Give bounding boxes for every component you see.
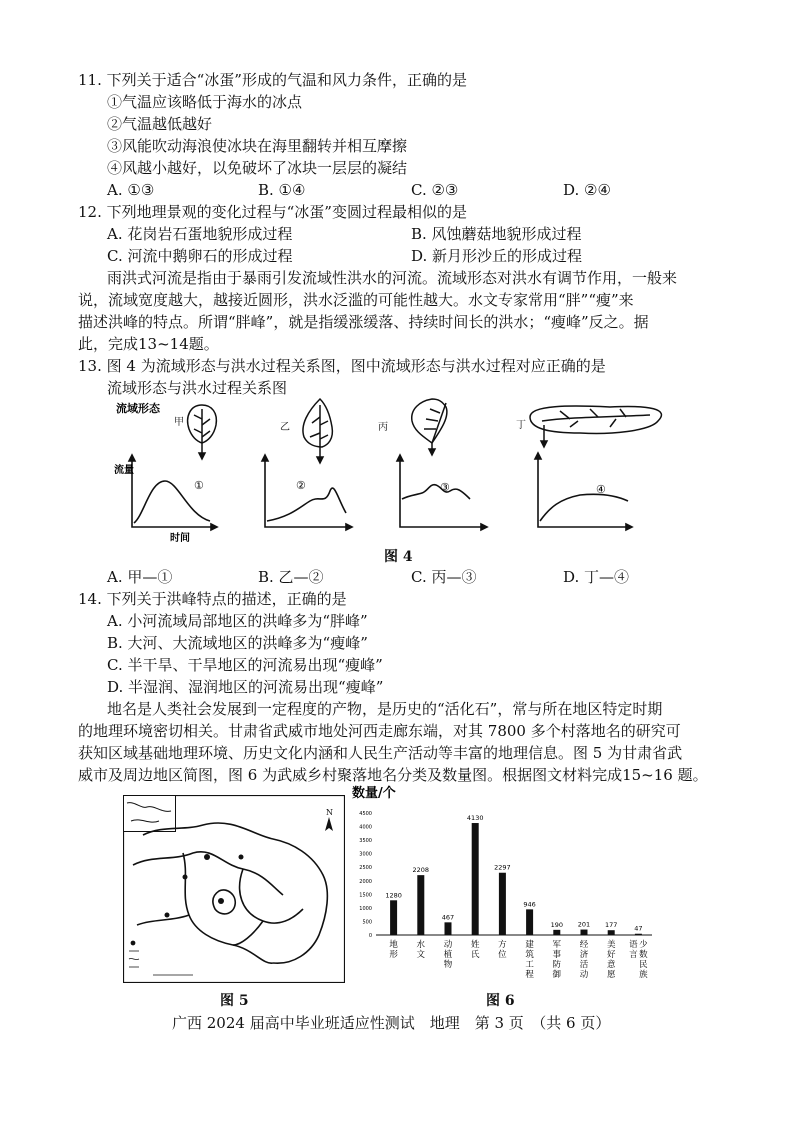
- passage2-line: 地名是人类社会发展到一定程度的产物，是历史的“活化石”，常与所在地区特定时期: [107, 700, 663, 718]
- label-yi: 乙: [280, 422, 290, 433]
- bar: [608, 930, 615, 935]
- label-ding: 丁: [516, 420, 526, 431]
- flow-label: 流量: [114, 465, 134, 476]
- bar: [553, 930, 560, 935]
- q11-option-b: B. ①④: [258, 181, 306, 199]
- q12-option-d: D. 新月形沙丘的形成过程: [411, 247, 583, 265]
- q11-option-d: D. ②④: [563, 181, 611, 199]
- q12-option-a: A. 花岗岩石蛋地貌形成过程: [107, 225, 293, 243]
- basin-ding: [516, 406, 661, 447]
- x-category-label: 姓氏: [470, 940, 480, 960]
- y-tick-label: 1000: [359, 905, 372, 912]
- bar: [417, 875, 424, 935]
- q14-option-c: C. 半干旱、干旱地区的河流易出现“瘦峰”: [107, 656, 383, 674]
- q13-option-d: D. 丁—④: [563, 568, 630, 586]
- bar-value-label: 2208: [412, 866, 430, 875]
- y-tick-label: 3000: [359, 851, 372, 858]
- y-tick-label: 4500: [359, 811, 372, 817]
- fig4-title: 流域形态与洪水过程关系图: [107, 379, 288, 397]
- x-category-label: 水文: [416, 940, 426, 960]
- q14-stem: 14. 下列关于洪峰特点的描述，正确的是: [78, 590, 347, 608]
- passage1-line: 雨洪式河流是指由于暴雨引发流域性洪水的河流。流域形态对洪水有调节作用，一般来: [107, 269, 678, 287]
- q13-stem: 13. 图 4 为流域形态与洪水过程关系图，图中流域形态与洪水过程对应正确的是: [78, 357, 606, 375]
- passage1-line: 描述洪峰的特点。所谓“胖峰”，就是指缓涨缓落、持续时间长的洪水；“瘦峰”反之。据: [78, 313, 649, 331]
- basin-jia: [174, 405, 216, 459]
- bar-value-label: 1280: [385, 891, 402, 900]
- x-category-label: 方位: [498, 940, 507, 960]
- fig6-chart: [352, 783, 672, 988]
- q13-option-b: B. 乙—②: [258, 568, 324, 586]
- x-category-label: 动植物: [443, 940, 453, 970]
- q11-statement-2: ②气温越低越好: [107, 115, 213, 133]
- curve-label-4: ④: [596, 483, 606, 496]
- fig6-caption: 图 6: [486, 993, 515, 1009]
- curve-label-2: ②: [296, 479, 306, 492]
- bar-value-label: 946: [523, 900, 536, 909]
- bar: [581, 930, 588, 935]
- bar-value-label: 201: [577, 920, 591, 929]
- q14-option-b: B. 大河、大流域地区的洪峰多为“瘦峰”: [107, 634, 368, 652]
- q14-option-d: D. 半湿润、湿润地区的河流易出现“瘦峰”: [107, 678, 384, 696]
- y-tick-label: 0: [368, 933, 372, 939]
- x-category-label: 建筑工程: [525, 940, 534, 980]
- bar-value-label: 4130: [466, 814, 484, 823]
- bar: [445, 922, 452, 935]
- q12-option-c: C. 河流中鹅卵石的形成过程: [107, 247, 293, 265]
- bar-value-label: 190: [550, 920, 564, 929]
- bar: [472, 823, 479, 935]
- y-tick-label: 1500: [359, 892, 372, 899]
- bar-value-label: 2297: [494, 863, 511, 872]
- label-jia: 甲: [174, 417, 184, 428]
- y-tick-label: 2000: [359, 878, 372, 885]
- shape-label: 流域形态: [116, 402, 160, 415]
- q11-statement-3: ③风能吹动海浪使冰块在海里翻转并相互摩擦: [107, 137, 408, 155]
- y-tick-label: 2500: [359, 865, 372, 872]
- bar: [526, 909, 533, 935]
- bar-value-label: 47: [634, 924, 643, 933]
- time-label: 时间: [170, 533, 190, 544]
- y-tick-label: 4000: [359, 824, 372, 831]
- chart-ylabel: 数量/个: [352, 786, 396, 801]
- q13-option-c: C. 丙—③: [411, 568, 477, 586]
- q11-stem: 11. 下列关于适合“冰蛋”形成的气温和风力条件，正确的是: [78, 71, 467, 89]
- bar-value-label: 467: [441, 913, 455, 922]
- basin-bing: [378, 399, 447, 455]
- q11-option-a: A. ①③: [107, 181, 155, 199]
- y-tick-label: 3500: [359, 838, 372, 845]
- fig4-diagram: [110, 395, 710, 555]
- fig5-caption: 图 5: [220, 993, 249, 1009]
- passage1-line: 说，流域宽度越大，越接近圆形，洪水泛滥的可能性越大。水文专家常用“胖”“瘦”来: [78, 291, 634, 309]
- bar: [499, 873, 506, 935]
- x-category-label: 美好意愿: [606, 940, 616, 980]
- passage2-line: 威市及周边地区简图，图 6 为武威乡村聚落地名分类及数量图。根据图文材料完成15~16 题。: [78, 766, 708, 784]
- x-category-label: 军事防御: [552, 940, 562, 980]
- bar: [390, 900, 397, 935]
- q14-option-a: A. 小河流域局部地区的洪峰多为“胖峰”: [107, 612, 368, 630]
- q13-option-a: A. 甲—①: [107, 568, 173, 586]
- x-category-label: 经济活动: [579, 940, 589, 980]
- curve-label-1: ①: [194, 479, 204, 492]
- page-footer: 广西 2024 届高中毕业班适应性测试 地理 第 3 页 （共 6 页）: [172, 1014, 611, 1032]
- fig5-map: [123, 795, 345, 983]
- curve-label-3: ③: [440, 481, 450, 494]
- q12-stem: 12. 下列地理景观的变化过程与“冰蛋”变圆过程最相似的是: [78, 203, 467, 221]
- passage2-line: 的地理环境密切相关。甘肃省武威市地处河西走廊东端，对其 7800 多个村落地名的研究可: [78, 722, 681, 740]
- passage2-line: 获知区域基础地理环境、历史文化内涵和人民生产活动等丰富的地理信息。图 5 为甘肃省武: [78, 744, 683, 762]
- bar-value-label: 177: [604, 921, 618, 930]
- x-category-label: 地形: [389, 940, 398, 960]
- bar: [635, 934, 642, 935]
- q11-option-c: C. ②③: [411, 181, 459, 199]
- passage1-line: 此，完成13~14题。: [78, 335, 219, 353]
- q11-statement-1: ①气温应该略低于海水的冰点: [107, 93, 303, 111]
- x-category-label: 少数民族语言: [629, 940, 648, 980]
- label-bing: 丙: [378, 422, 388, 433]
- q11-statement-4: ④风越小越好，以免破坏了冰块一层层的凝结: [107, 159, 408, 177]
- q12-option-b: B. 风蚀蘑菇地貌形成过程: [411, 225, 582, 243]
- fig4-caption: 图 4: [384, 549, 413, 565]
- y-tick-label: 500: [362, 919, 372, 926]
- basin-yi: [280, 399, 332, 463]
- svg-text:N: N: [326, 808, 333, 817]
